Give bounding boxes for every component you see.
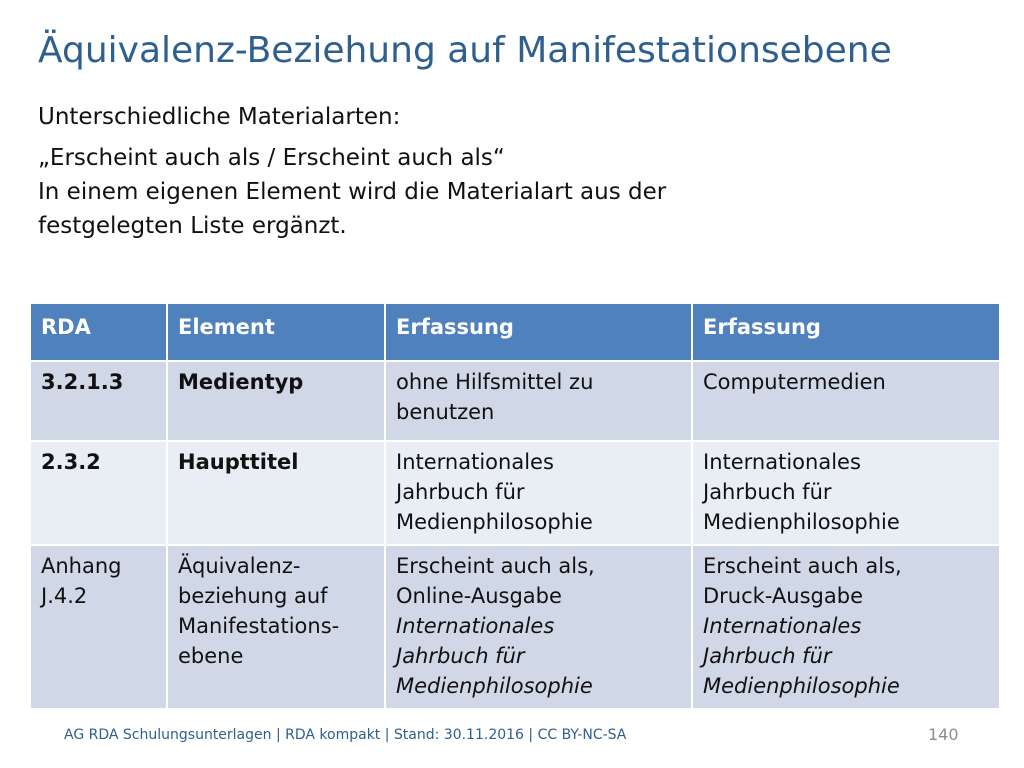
header-erfassung-1: Erfassung: [386, 304, 691, 360]
cell-rda: 2.3.2: [31, 442, 166, 544]
body-line-1: „Erscheint auch als / Erscheint auch als“: [38, 145, 505, 171]
cell-line: Äquivalenz-: [178, 554, 301, 578]
table-row: [31, 362, 999, 440]
cell-rda: 3.2.1.3: [31, 362, 166, 440]
cell-erfassung-2: [693, 546, 999, 708]
cell-line-italic: Jahrbuch für: [396, 644, 525, 668]
header-erfassung-2: Erfassung: [693, 304, 999, 360]
cell-erfassung-1: [386, 362, 691, 440]
body-line-3: festgelegten Liste ergänzt.: [38, 213, 347, 239]
page-number: 140: [928, 725, 959, 744]
cell-line: Internationales: [703, 450, 861, 474]
cell-line-italic: Medienphilosophie: [396, 674, 593, 698]
table-row: [31, 546, 999, 708]
cell-erfassung-2: [693, 442, 999, 544]
slide-footer: AG RDA Schulungsunterlagen | RDA kompakt | Stand: 30.11.2016 | CC BY-NC-SA: [64, 727, 627, 743]
cell-line: J.4.2: [41, 584, 88, 608]
slide-subtitle: Unterschiedliche Materialarten:: [38, 104, 401, 130]
cell-line-italic: Internationales: [703, 614, 862, 638]
header-element: Element: [168, 304, 384, 360]
table-row: [31, 442, 999, 544]
cell-line: Druck-Ausgabe: [703, 584, 864, 608]
cell-line: Internationales: [396, 450, 554, 474]
cell-line: Erscheint auch als,: [703, 554, 902, 578]
cell-line: Medienphilosophie: [703, 510, 900, 534]
cell-line: Jahrbuch für: [396, 480, 525, 504]
cell-line: Jahrbuch für: [703, 480, 832, 504]
table-header-row: [31, 304, 999, 360]
cell-erfassung-2: [693, 362, 999, 440]
cell-line: Medienphilosophie: [396, 510, 593, 534]
cell-line: Online-Ausgabe: [396, 584, 562, 608]
slide-title: Äquivalenz-Beziehung auf Manifestationsebene: [38, 30, 892, 71]
cell-line-italic: Medienphilosophie: [703, 674, 900, 698]
header-rda: RDA: [31, 304, 166, 360]
slide-body: [38, 141, 666, 243]
cell-element: [168, 546, 384, 708]
cell-line: Computermedien: [703, 370, 886, 394]
cell-erfassung-1: [386, 546, 691, 708]
cell-line: Manifestations-: [178, 614, 340, 638]
cell-line: Anhang: [41, 554, 122, 578]
cell-line: benutzen: [396, 400, 495, 424]
cell-line-italic: Internationales: [396, 614, 555, 638]
cell-line: ohne Hilfsmittel zu: [396, 370, 594, 394]
cell-line: beziehung auf: [178, 584, 328, 608]
rda-table: [29, 302, 1001, 710]
cell-line: ebene: [178, 644, 244, 668]
cell-rda: [31, 546, 166, 708]
cell-element: Medientyp: [168, 362, 384, 440]
cell-line: Erscheint auch als,: [396, 554, 595, 578]
body-line-2: In einem eigenen Element wird die Materialart aus der: [38, 179, 667, 205]
cell-element: Haupttitel: [168, 442, 384, 544]
cell-line-italic: Jahrbuch für: [703, 644, 832, 668]
cell-erfassung-1: [386, 442, 691, 544]
